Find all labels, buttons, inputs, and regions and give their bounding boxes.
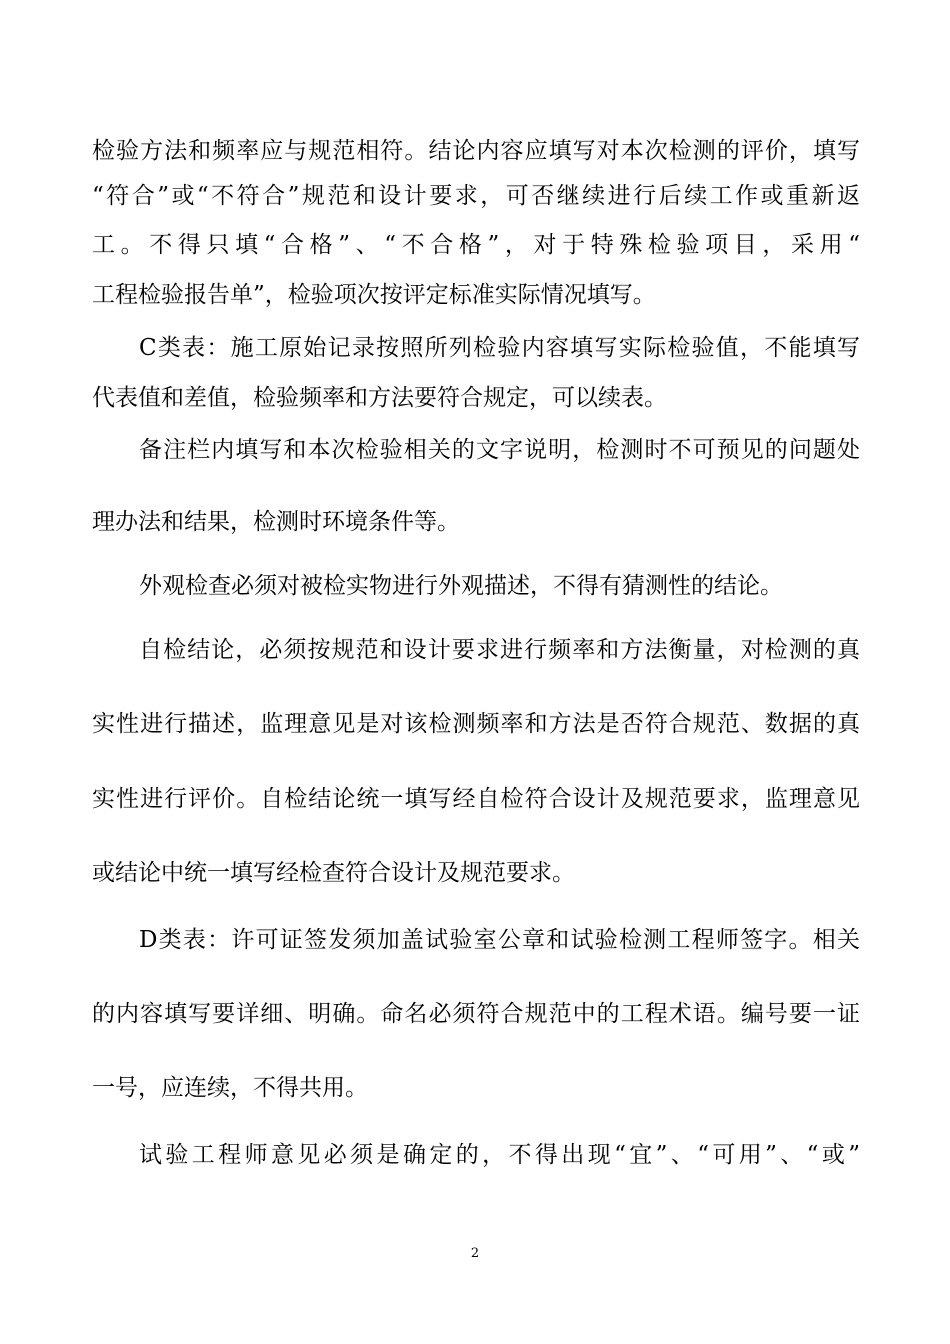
text-line: C类表：施工原始记录按照所列检验内容填写实际检验值，不能填写 <box>139 335 860 361</box>
text-line: 试验工程师意见必须是确定的，不得出现“宜”、“可用”、“或” <box>139 1142 860 1168</box>
text-line: 工程检验报告单”，检验项次按评定标准实际情况填写。 <box>92 282 656 308</box>
text-line: 外观检查必须对被检实物进行外观描述，不得有猜测性的结论。 <box>139 573 783 599</box>
text-line: 实性进行评价。自检结论统一填写经自检符合设计及规范要求，监理意见 <box>92 786 860 812</box>
page-number: 2 <box>470 1246 480 1261</box>
text-line: 代表值和差值，检验频率和方法要符合规定，可以续表。 <box>92 385 667 411</box>
text-line: 一号，应连续，不得共用。 <box>92 1075 368 1101</box>
text-line: 的内容填写要详细、明确。命名必须符合规范中的工程术语。编号要一证 <box>92 1001 860 1027</box>
text-line: “符合”或“不符合”规范和设计要求，可否继续进行后续工作或重新返 <box>92 183 860 209</box>
text-line: D类表：许可证签发须加盖试验室公章和试验检测工程师签字。相关 <box>139 927 860 953</box>
text-line: 实性进行描述，监理意见是对该检测频率和方法是否符合规范、数据的真 <box>92 711 860 737</box>
text-line: 备注栏内填写和本次检验相关的文字说明，检测时不可预见的问题处 <box>139 437 860 463</box>
text-line: 理办法和结果，检测时环境条件等。 <box>92 509 460 535</box>
text-line: 或结论中统一填写经检查符合设计及规范要求。 <box>92 860 575 886</box>
text-line: 检验方法和频率应与规范相符。结论内容应填写对本次检测的评价，填写 <box>92 138 860 164</box>
text-line: 自检结论，必须按规范和设计要求进行频率和方法衡量，对检测的真 <box>139 637 860 663</box>
text-line: 工。不得只填“合格”、“不合格”，对于特殊检验项目，采用“ <box>92 232 860 258</box>
